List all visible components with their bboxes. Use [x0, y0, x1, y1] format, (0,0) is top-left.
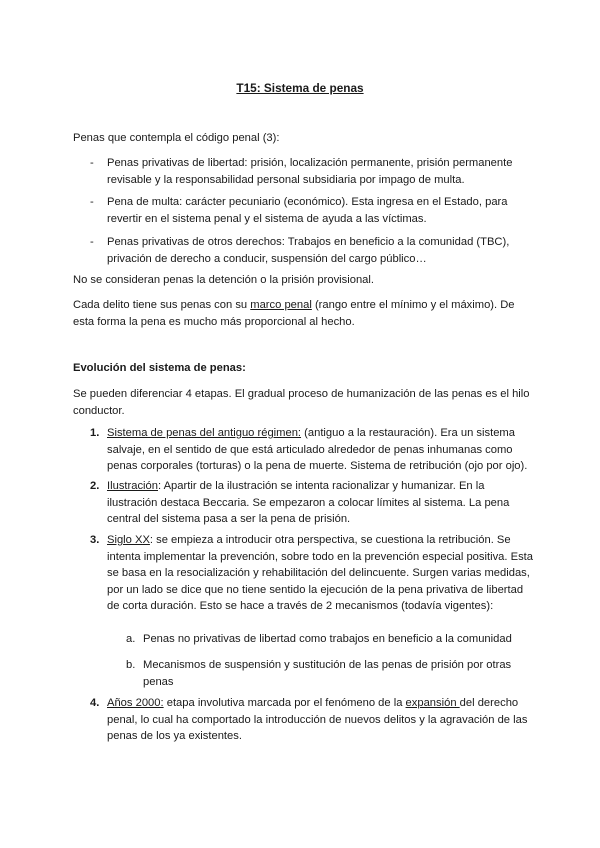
sub-list-item: [126, 631, 526, 648]
sub-list-marker: a.: [126, 633, 136, 645]
marco-paragraph: [73, 297, 533, 330]
marco-text-after: (rango entre el mínimo y el máximo). De esta forma la pena es mucho más proporcional al hecho.: [73, 299, 515, 328]
stage-item: [90, 478, 534, 528]
stage-text: etapa involutiva marcada por el fenómeno de la: [163, 697, 406, 709]
stage-label: Siglo XX: [107, 534, 150, 546]
sub-list-text: Penas no privativas de libertad como trabajos en beneficio a la comunidad: [143, 633, 512, 645]
section-heading: Evolución del sistema de penas:: [73, 362, 246, 374]
stage-item: [90, 532, 534, 615]
list-item-text: Penas privativas de otros derechos: Trabajos en beneficio a la comunidad (TBC), privación de derecho a conducir, suspensión del cargo público…: [107, 236, 510, 265]
stage-text: (antiguo a la restauración). Era un sistema salvaje, en el sentido de que está articulado alrededor de penas inhumanas como penas corporales (torturas) o la pena de muerte. Sistema de retribución (ojo por ojo).: [107, 427, 528, 473]
stage-number: 4.: [90, 697, 100, 709]
list-item-text: Penas privativas de libertad: prisión, localización permanente, prisión permanente revisable y la responsabilidad personal subsidiaria por impago de multa.: [107, 157, 513, 186]
sub-list-marker: b.: [126, 659, 136, 671]
list-item: [90, 234, 530, 267]
stage-text-continued: del derecho penal, lo cual ha comportado la introducción de nuevos delitos y la agravación de las penas de los ya existentes.: [107, 697, 528, 743]
stage-number: 1.: [90, 427, 100, 439]
list-marker: -: [90, 196, 94, 208]
list-marker: -: [90, 236, 94, 248]
list-item: [90, 194, 530, 227]
intro-paragraph: Penas que contempla el código penal (3):: [73, 132, 280, 144]
stage-label: Años 2000:: [107, 697, 164, 709]
marco-text-before: Cada delito tiene sus penas con su: [73, 299, 251, 311]
stage-text: : Apartir de la ilustración se intenta racionalizar y humanizar. En la ilustración destaca Beccaria. Se empezaron a colocar límites al sistema. La pena central del sistema pasa a ser la pena de prisión.: [107, 480, 510, 526]
note-paragraph: No se consideran penas la detención o la prisión provisional.: [73, 274, 375, 286]
marco-penal-term: marco penal: [250, 299, 312, 311]
stage-number: 3.: [90, 534, 100, 546]
stage-number: 2.: [90, 480, 100, 492]
page-title: T15: Sistema de penas: [236, 81, 364, 95]
evolution-intro: Se pueden diferenciar 4 etapas. El gradual proceso de humanización de las penas es el hilo conductor.: [73, 388, 530, 417]
list-item-text: Pena de multa: carácter pecuniario (económico). Esta ingresa en el Estado, para revertir en el sistema penal y el sistema de ayuda a las víctimas.: [107, 196, 508, 225]
expansion-term: expansión: [405, 697, 460, 709]
list-marker: -: [90, 157, 94, 169]
stage-label: Sistema de penas del antiguo régimen:: [107, 427, 302, 439]
sub-list-text: Mecanismos de suspensión y sustitución de las penas de prisión por otras penas: [143, 659, 512, 688]
list-item: [90, 155, 530, 188]
stage-item: [90, 425, 534, 475]
stage-item: [90, 695, 534, 745]
stage-label: Ilustración: [107, 480, 158, 492]
stage-text: : se empieza a introducir otra perspectiva, se cuestiona la retribución. Se intenta implementar la prevención, sobre todo en la prevención especial positiva. Esta se basa en la resocialización y rehabilitación del delincuente. Surgen varias medidas, por un lado se dice que no tiene sentido la ejecución de la pena privativa de libertad de corta duración. Esto se hace a través de 2 mecanismos (todavía vigentes):: [107, 534, 533, 613]
sub-list-item: [126, 657, 526, 690]
